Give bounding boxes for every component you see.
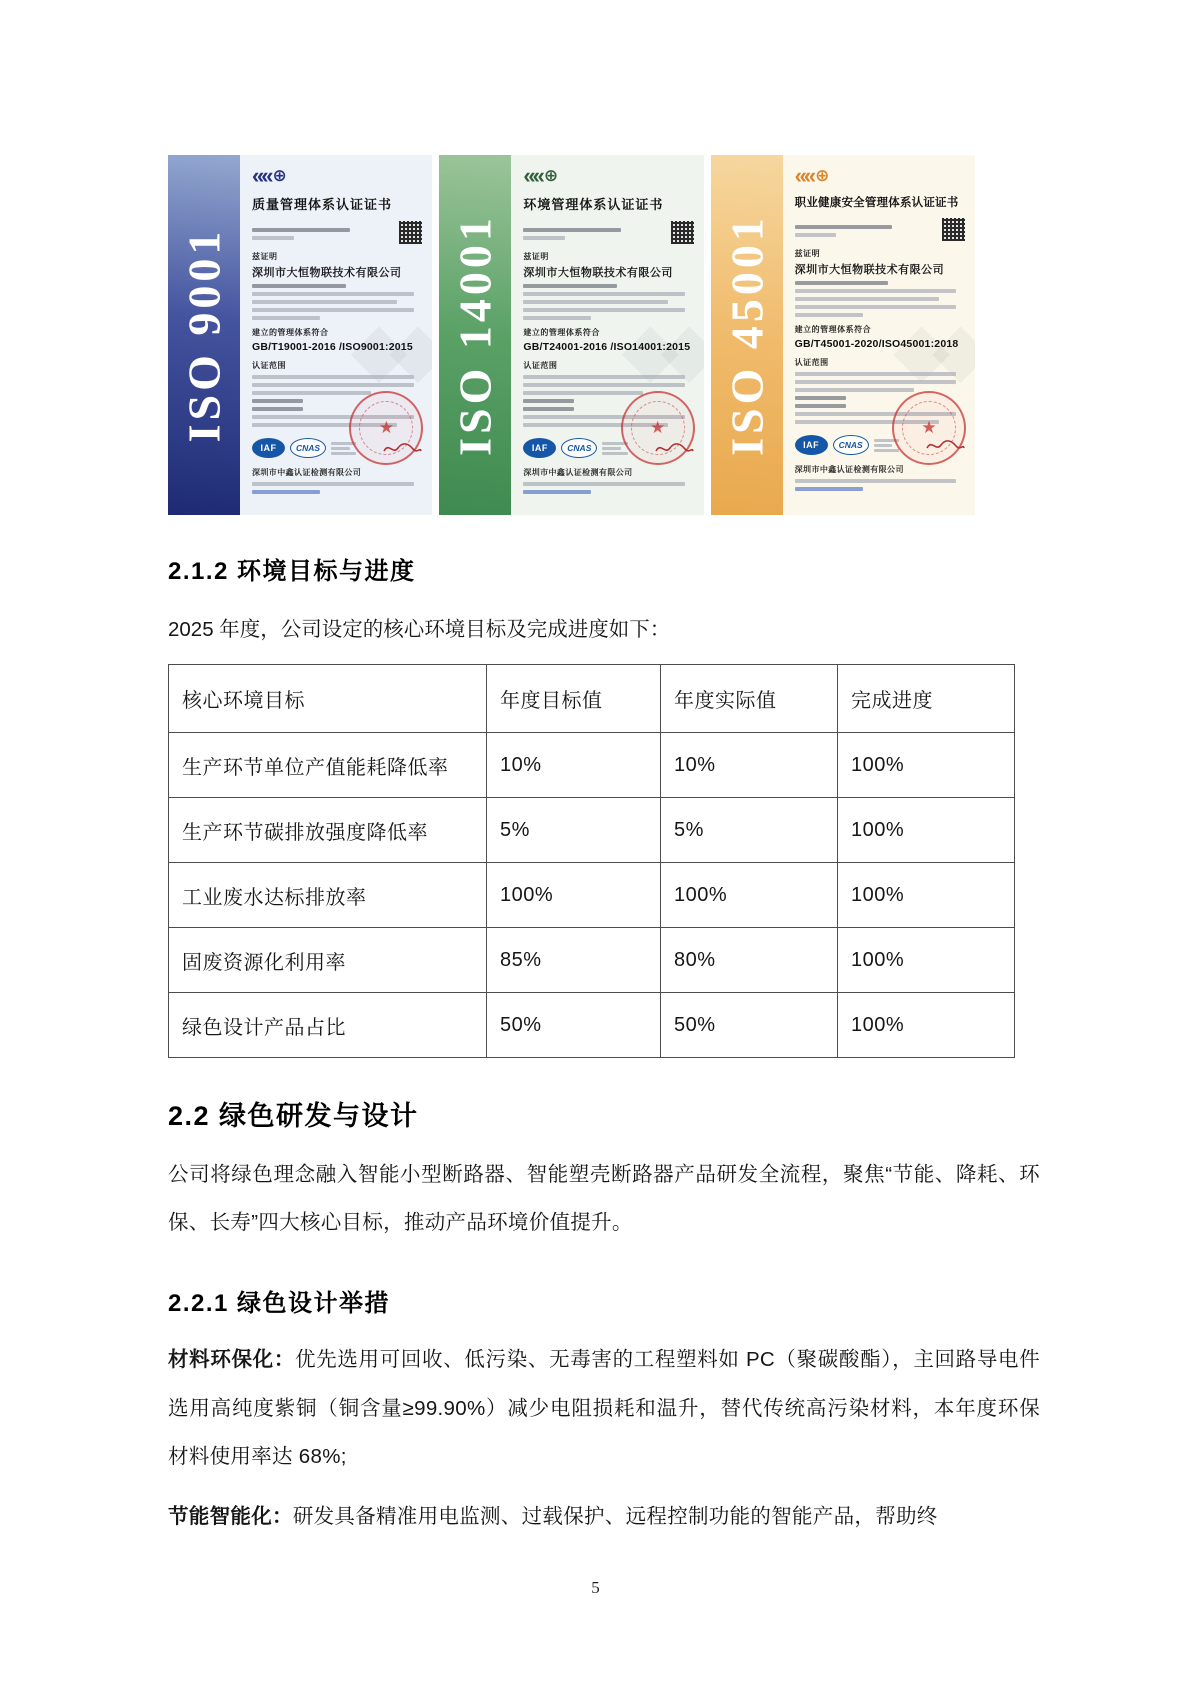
- paragraph-lead: 节能智能化：: [168, 1504, 293, 1528]
- globe-icon: [270, 166, 286, 186]
- fine-print-line: [874, 449, 899, 452]
- fine-print-line: [252, 391, 371, 395]
- red-seal-stamp: [621, 391, 695, 465]
- certificate-title: 质量管理体系认证证书: [252, 197, 393, 212]
- fine-print-line: [252, 292, 414, 296]
- cqc-logo-icon: [523, 165, 693, 187]
- column-header: 年度实际值: [661, 665, 838, 733]
- table-cell: 绿色设计产品占比: [169, 993, 487, 1058]
- fine-print-line: [252, 383, 414, 387]
- certify-label: 兹证明: [523, 252, 549, 261]
- certify-label: 兹证明: [252, 252, 278, 261]
- fine-print-line: [252, 407, 303, 411]
- qr-code: [399, 221, 422, 244]
- fine-print-line: [795, 380, 957, 384]
- fine-print-line: [795, 404, 846, 408]
- standard-code: GB/T19001-2016 /ISO9001:2015: [252, 341, 413, 353]
- table-cell: 100%: [661, 863, 838, 928]
- fine-print-line: [252, 399, 303, 403]
- section-heading-2-1-2: 2.1.2 环境目标与进度: [168, 558, 416, 585]
- certificate-body: [511, 155, 703, 515]
- table-cell: 5%: [487, 798, 661, 863]
- table-cell: 50%: [661, 993, 838, 1058]
- fine-print-line: [252, 375, 414, 379]
- column-header: 完成进度: [838, 665, 1015, 733]
- fine-print-line: [252, 284, 346, 288]
- fine-print-line: [252, 228, 350, 232]
- iso-14001-band: [439, 155, 511, 515]
- fine-print-line: [252, 482, 414, 486]
- fine-print-line: [331, 447, 350, 450]
- fine-print-line: [523, 375, 685, 379]
- certificate-iso-45001: [711, 155, 975, 515]
- red-seal-stamp: [892, 391, 966, 465]
- fine-print-line: [523, 228, 621, 232]
- company-name: 深圳市大恒物联技术有限公司: [252, 267, 402, 279]
- fine-print-line: [331, 452, 356, 455]
- table-row: [169, 733, 1015, 798]
- column-header: 年度目标值: [487, 665, 661, 733]
- fine-print-line: [523, 383, 685, 387]
- table-row: [169, 928, 1015, 993]
- certificate-iso-9001: [168, 155, 432, 515]
- fine-print-line: [523, 300, 668, 304]
- fine-print-line: [523, 407, 574, 411]
- certificate-iso-14001: [439, 155, 703, 515]
- issuer-name: 深圳市中鑫认证检测有限公司: [523, 468, 633, 477]
- certificate-body: [240, 155, 432, 515]
- cqc-logo-icon: [795, 165, 965, 187]
- iaf-logo: IAF: [795, 435, 828, 455]
- qr-code: [671, 221, 694, 244]
- table-cell: 10%: [661, 733, 838, 798]
- fine-print-line: [874, 444, 893, 447]
- column-header: 核心环境目标: [169, 665, 487, 733]
- iaf-logo: IAF: [523, 438, 556, 458]
- iso-9001-band: [168, 155, 240, 515]
- fine-print-line: [602, 452, 627, 455]
- paragraph-body: 优先选用可回收、低污染、无毒害的工程塑料如 PC（聚碳酸酯），主回路导电件选用高纯度紫铜（铜含量≥99.90%）减少电阻损耗和温升，替代传统高污染材料，本年度环保材料使用率达 68%;: [168, 1348, 1040, 1468]
- table-cell: 10%: [487, 733, 661, 798]
- fine-print-line: [795, 479, 957, 483]
- table-cell: 50%: [487, 993, 661, 1058]
- fine-print-line: [795, 487, 863, 491]
- iso-band-label: ISO 45001: [721, 214, 773, 456]
- fine-print-line: [795, 281, 889, 285]
- chevrons-icon: [252, 163, 270, 189]
- system-label: 建立的管理体系符合: [794, 325, 872, 334]
- table-cell: 80%: [661, 928, 838, 993]
- iso-band-label: ISO 9001: [178, 227, 230, 443]
- certificate-body: [783, 155, 975, 515]
- issuer-name: 深圳市中鑫认证检测有限公司: [252, 468, 362, 477]
- section-heading-2-2: 2.2 绿色研发与设计: [168, 1101, 419, 1131]
- table-cell: 固废资源化利用率: [169, 928, 487, 993]
- iso-certificates-image: [168, 155, 975, 515]
- iso-45001-band: [711, 155, 783, 515]
- page-number: 5: [591, 1578, 600, 1597]
- fine-print-line: [523, 284, 617, 288]
- fine-print-line: [523, 482, 685, 486]
- fine-print-line: [795, 233, 837, 237]
- certificate-title: 环境管理体系认证证书: [523, 197, 664, 212]
- fine-print-line: [252, 490, 320, 494]
- table-cell: 100%: [838, 863, 1015, 928]
- certify-label: 兹证明: [794, 249, 821, 258]
- globe-icon: [813, 166, 829, 186]
- fine-print-line: [795, 313, 863, 317]
- fine-print-line: [523, 236, 565, 240]
- standard-code: GB/T24001-2016 /ISO14001:2015: [523, 341, 691, 353]
- fine-print-line: [252, 316, 320, 320]
- red-seal-stamp: [349, 391, 423, 465]
- fine-print-line: [795, 297, 940, 301]
- scope-label: 认证范围: [252, 361, 286, 370]
- table-row: [169, 863, 1015, 928]
- chevrons-icon: [795, 163, 813, 189]
- table-cell: 100%: [487, 863, 661, 928]
- table-cell: 5%: [661, 798, 838, 863]
- qr-code: [942, 218, 965, 241]
- materials-paragraph: [168, 1336, 1040, 1481]
- fine-print-line: [795, 305, 957, 309]
- table-cell: 生产环节碳排放强度降低率: [169, 798, 487, 863]
- scope-label: 认证范围: [523, 361, 558, 370]
- fine-print-line: [795, 396, 846, 400]
- table-cell: 100%: [838, 928, 1015, 993]
- table-header-row: [169, 665, 1015, 733]
- cnas-logo: CNAS: [833, 435, 869, 455]
- globe-icon: [542, 166, 558, 186]
- fine-print-line: [523, 316, 591, 320]
- fine-print-line: [252, 236, 294, 240]
- table-row: [169, 993, 1015, 1058]
- fine-print-line: [795, 388, 914, 392]
- iso-band-label: ISO 14001: [449, 214, 501, 456]
- cnas-logo: CNAS: [561, 438, 597, 458]
- fine-print-line: [523, 292, 685, 296]
- fine-print-line: [602, 447, 621, 450]
- table-cell: 85%: [487, 928, 661, 993]
- issuer-name: 深圳市中鑫认证检测有限公司: [794, 465, 904, 474]
- fine-print-line: [523, 308, 685, 312]
- document-content: [168, 515, 1040, 1541]
- energy-paragraph: [168, 1493, 1040, 1541]
- fine-print-line: [523, 391, 642, 395]
- table-intro-text: 2025 年度，公司设定的核心环境目标及完成进度如下：: [168, 618, 671, 641]
- standard-code: GB/T45001-2020/ISO45001:2018: [794, 338, 959, 350]
- section-2-2-paragraph: 公司将绿色理念融入智能小型断路器、智能塑壳断路器产品研发全流程，聚焦“节能、降耗、环保、长寿”四大核心目标，推动产品环境价值提升。: [168, 1163, 1040, 1235]
- fine-print-line: [252, 308, 414, 312]
- system-label: 建立的管理体系符合: [523, 328, 600, 337]
- cnas-logo: CNAS: [290, 438, 326, 458]
- paragraph-body: 研发具备精准用电监测、过载保护、远程控制功能的智能产品，帮助终: [292, 1504, 938, 1528]
- fine-print-line: [795, 372, 957, 376]
- fine-print-line: [795, 289, 957, 293]
- environment-targets-table: [168, 664, 1015, 1058]
- fine-print-line: [252, 300, 397, 304]
- iaf-logo: IAF: [252, 438, 285, 458]
- fine-print-line: [523, 399, 574, 403]
- system-label: 建立的管理体系符合: [252, 328, 329, 337]
- certificate-title: 职业健康安全管理体系认证证书: [794, 197, 959, 209]
- company-name: 深圳市大恒物联技术有限公司: [523, 267, 673, 279]
- company-name: 深圳市大恒物联技术有限公司: [794, 264, 945, 276]
- table-cell: 100%: [838, 798, 1015, 863]
- table-cell: 100%: [838, 993, 1015, 1058]
- section-heading-2-2-1: 2.2.1 绿色设计举措: [168, 1290, 391, 1318]
- fine-print-line: [523, 490, 591, 494]
- table-cell: 生产环节单位产值能耗降低率: [169, 733, 487, 798]
- chevrons-icon: [523, 163, 541, 189]
- table-cell: 工业废水达标排放率: [169, 863, 487, 928]
- table-row: [169, 798, 1015, 863]
- scope-label: 认证范围: [794, 358, 829, 367]
- table-cell: 100%: [838, 733, 1015, 798]
- paragraph-lead: 材料环保化：: [168, 1348, 296, 1372]
- cqc-logo-icon: [252, 165, 422, 187]
- fine-print-line: [795, 225, 893, 229]
